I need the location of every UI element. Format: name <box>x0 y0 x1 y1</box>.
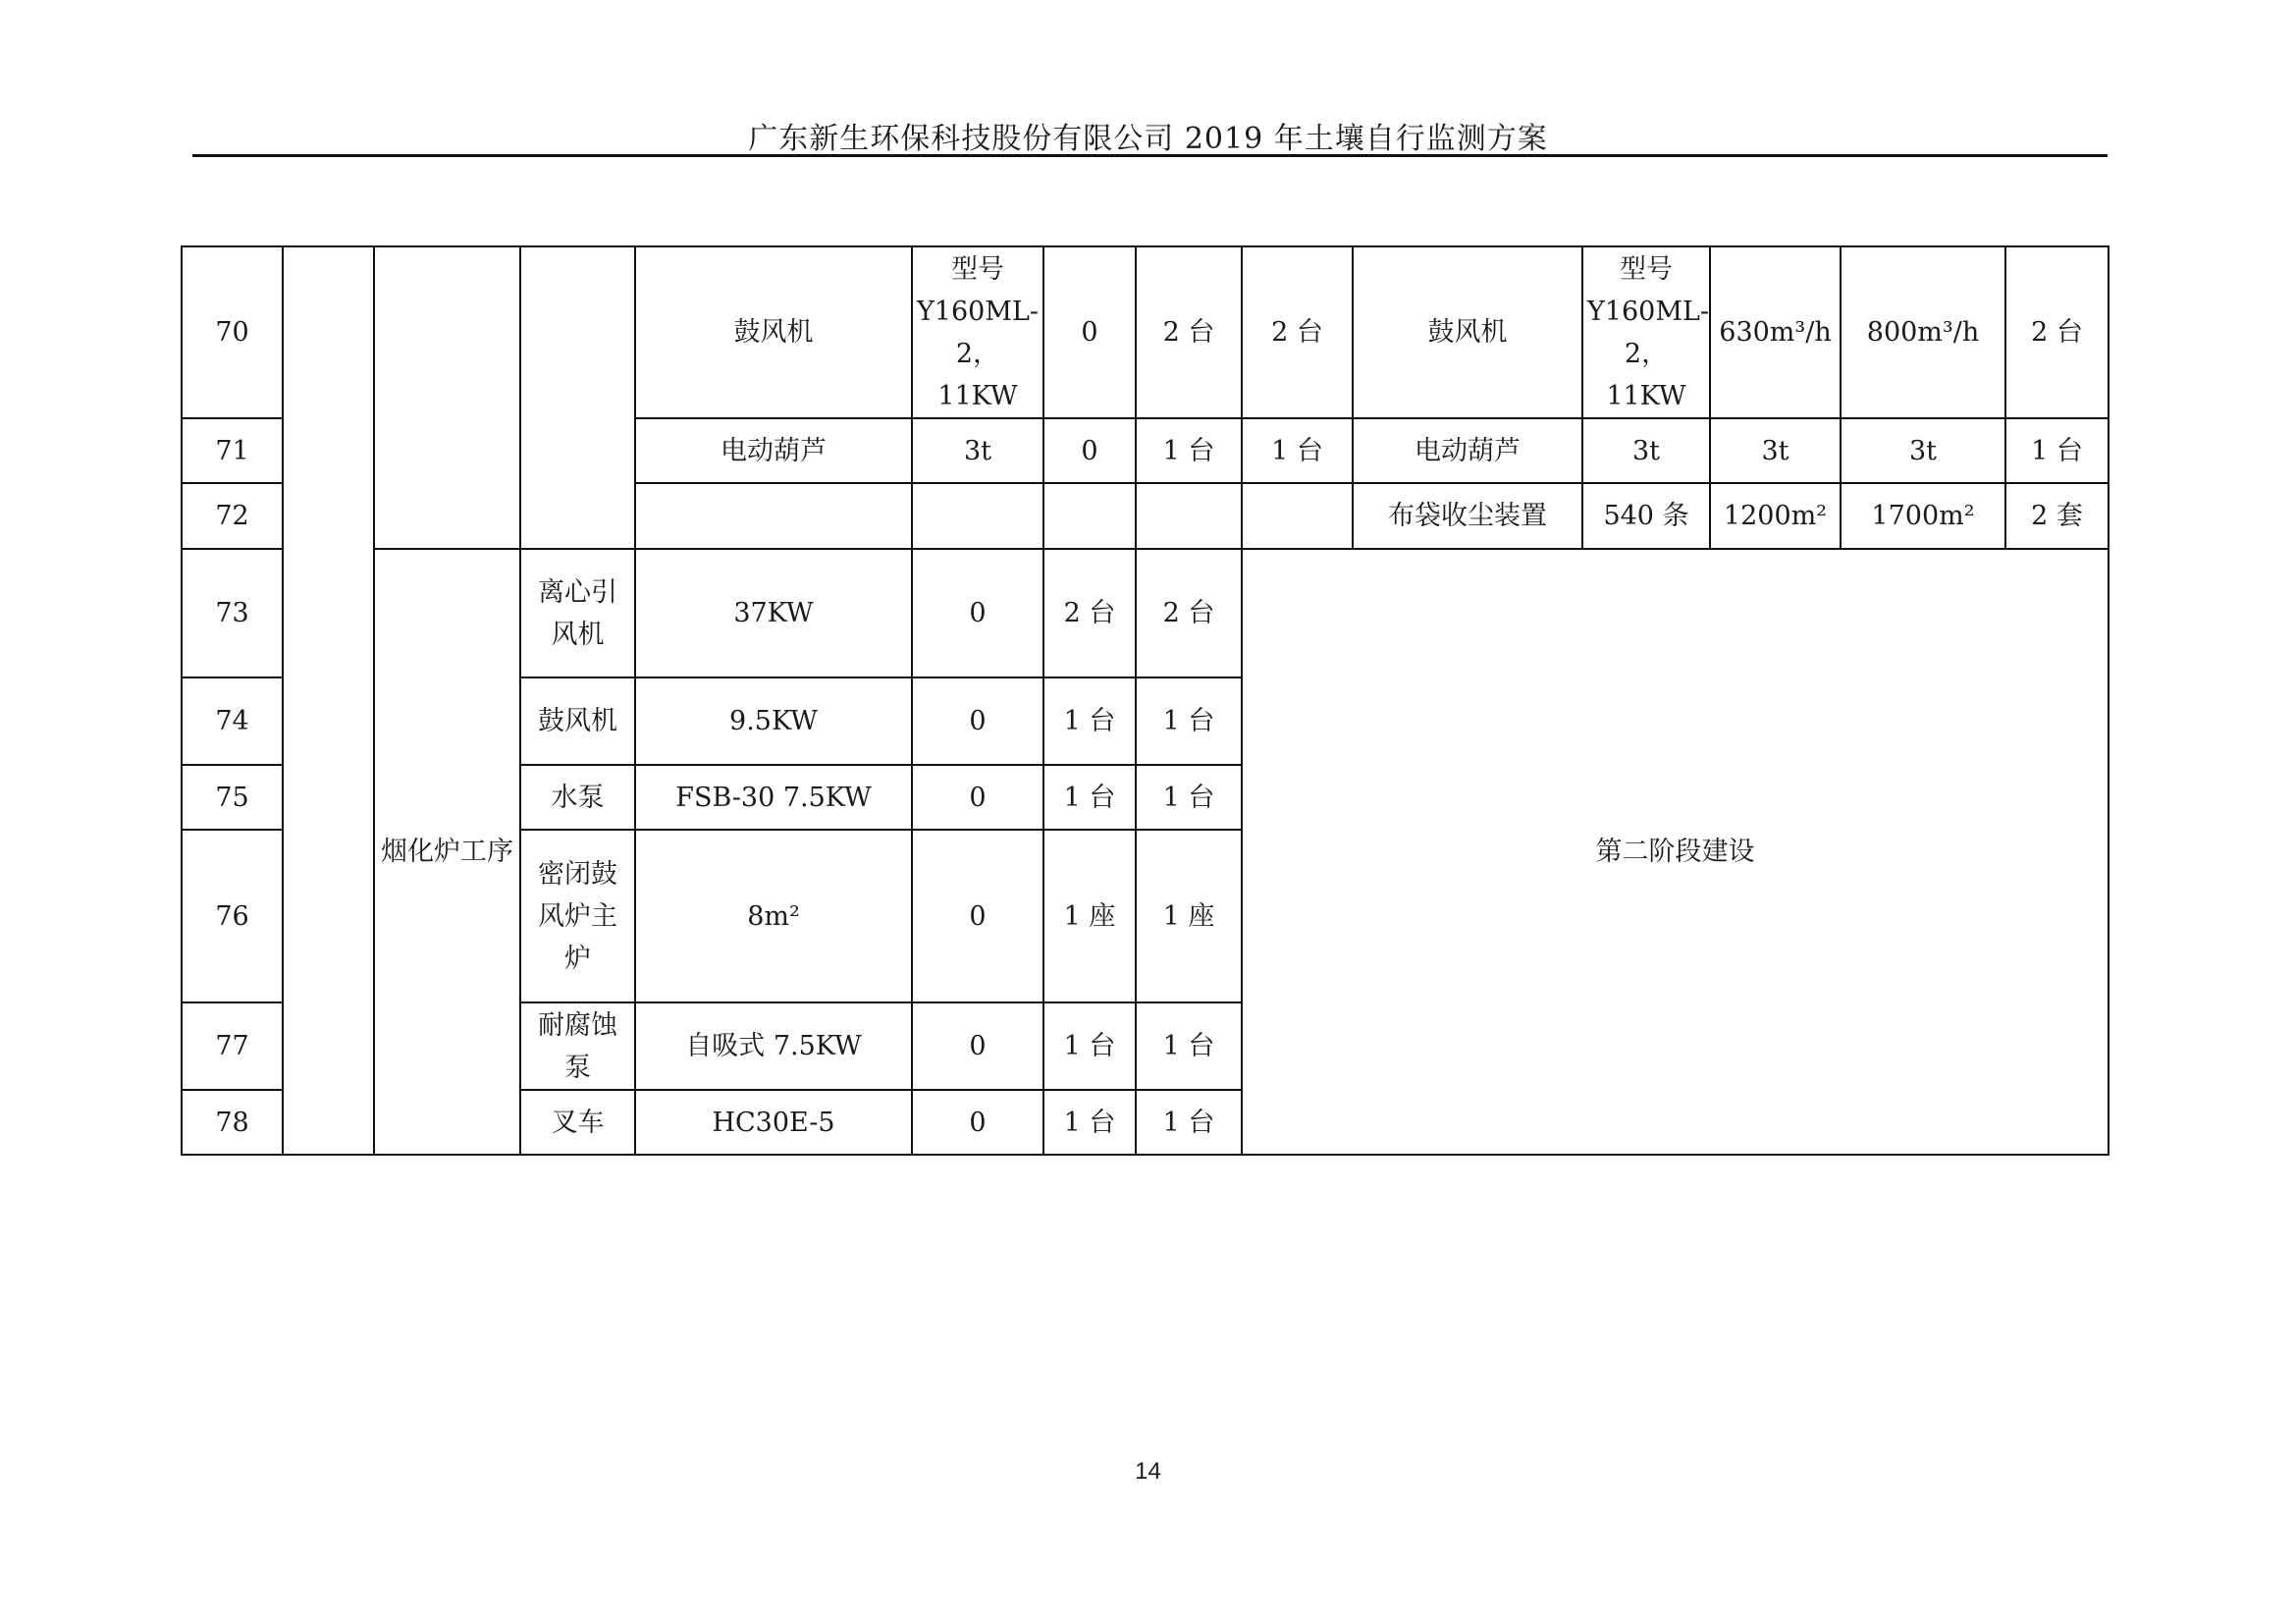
empty-cell <box>1136 483 1242 549</box>
quantity-cell: 1 台 <box>1242 418 1353 483</box>
equipment-table <box>181 245 2109 1156</box>
quantity-cell: 1 台 <box>1136 677 1242 765</box>
quantity-cell: 1 座 <box>1136 830 1242 1002</box>
equipment-name-cell: 鼓风机 <box>520 677 635 765</box>
quantity-cell: 1 台 <box>1043 677 1136 765</box>
quantity-cell: 0 <box>912 1002 1043 1090</box>
header-rule <box>192 154 2108 157</box>
capacity-cell: 1700m² <box>1841 483 2005 549</box>
empty-cell <box>1043 483 1136 549</box>
quantity-cell: 1 台 <box>1043 1002 1136 1090</box>
quantity-cell: 0 <box>1043 418 1136 483</box>
equipment-cell: 电动葫芦 <box>635 418 912 483</box>
quantity-cell: 2 台 <box>1043 549 1136 677</box>
row-number: 70 <box>182 246 283 418</box>
spec-cell: HC30E-5 <box>635 1090 912 1155</box>
row-number: 71 <box>182 418 283 483</box>
row-number: 77 <box>182 1002 283 1090</box>
row-number: 72 <box>182 483 283 549</box>
row-number: 76 <box>182 830 283 1002</box>
spec-cell: 3t <box>1582 418 1710 483</box>
quantity-cell: 2 台 <box>1136 549 1242 677</box>
quantity-cell: 0 <box>912 1090 1043 1155</box>
equipment-name-cell: 密闭鼓风炉主炉 <box>520 830 635 1002</box>
quantity-cell: 1 台 <box>1043 1090 1136 1155</box>
quantity-cell: 1 台 <box>1136 418 1242 483</box>
table-row <box>182 549 2109 677</box>
row-number: 74 <box>182 677 283 765</box>
quantity-cell: 1 座 <box>1043 830 1136 1002</box>
equipment-cell: 鼓风机 <box>635 246 912 418</box>
spec-cell: 9.5KW <box>635 677 912 765</box>
quantity-cell: 2 台 <box>1136 246 1242 418</box>
phase-note-cell: 第二阶段建设 <box>1242 549 2109 1155</box>
spec-cell: 自吸式 7.5KW <box>635 1002 912 1090</box>
spec-cell: 型号 Y160ML-2，11KW <box>1582 246 1710 418</box>
quantity-cell: 1 台 <box>2005 418 2109 483</box>
category-cell <box>283 246 374 1155</box>
equipment-cell: 电动葫芦 <box>1353 418 1582 483</box>
quantity-cell: 0 <box>1043 246 1136 418</box>
quantity-cell: 0 <box>912 830 1043 1002</box>
row-number: 73 <box>182 549 283 677</box>
spec-cell: 540 条 <box>1582 483 1710 549</box>
row-number: 75 <box>182 765 283 830</box>
spec-cell: 型号 Y160ML-2，11KW <box>912 246 1043 418</box>
quantity-cell: 2 套 <box>2005 483 2109 549</box>
quantity-cell: 1 台 <box>1136 1090 1242 1155</box>
spec-cell: 37KW <box>635 549 912 677</box>
quantity-cell: 2 台 <box>2005 246 2109 418</box>
empty-cell <box>912 483 1043 549</box>
equipment-name-cell: 离心引风机 <box>520 549 635 677</box>
capacity-cell: 3t <box>1710 418 1841 483</box>
empty-cell <box>635 483 912 549</box>
spec-cell: 8m² <box>635 830 912 1002</box>
row-number: 78 <box>182 1090 283 1155</box>
equipment-cell: 布袋收尘装置 <box>1353 483 1582 549</box>
process-cell <box>374 246 520 549</box>
equipment-name-cell: 叉车 <box>520 1090 635 1155</box>
equipment-cell: 鼓风机 <box>1353 246 1582 418</box>
quantity-cell: 0 <box>912 765 1043 830</box>
capacity-cell: 3t <box>1841 418 2005 483</box>
quantity-cell: 0 <box>912 549 1043 677</box>
table-row <box>182 246 2109 418</box>
equipment-name-cell <box>520 246 635 549</box>
capacity-cell: 800m³/h <box>1841 246 2005 418</box>
equipment-name-cell: 耐腐蚀泵 <box>520 1002 635 1090</box>
equipment-name-cell: 水泵 <box>520 765 635 830</box>
quantity-cell: 1 台 <box>1136 765 1242 830</box>
empty-cell <box>1242 483 1353 549</box>
spec-cell: FSB-30 7.5KW <box>635 765 912 830</box>
capacity-cell: 1200m² <box>1710 483 1841 549</box>
process-cell: 烟化炉工序 <box>374 549 520 1155</box>
quantity-cell: 1 台 <box>1043 765 1136 830</box>
capacity-cell: 630m³/h <box>1710 246 1841 418</box>
page-header-title: 广东新生环保科技股份有限公司 2019 年土壤自行监测方案 <box>748 122 1548 156</box>
quantity-cell: 2 台 <box>1242 246 1353 418</box>
page-number: 14 <box>1135 1458 1161 1485</box>
quantity-cell: 1 台 <box>1136 1002 1242 1090</box>
quantity-cell: 0 <box>912 677 1043 765</box>
spec-cell: 3t <box>912 418 1043 483</box>
